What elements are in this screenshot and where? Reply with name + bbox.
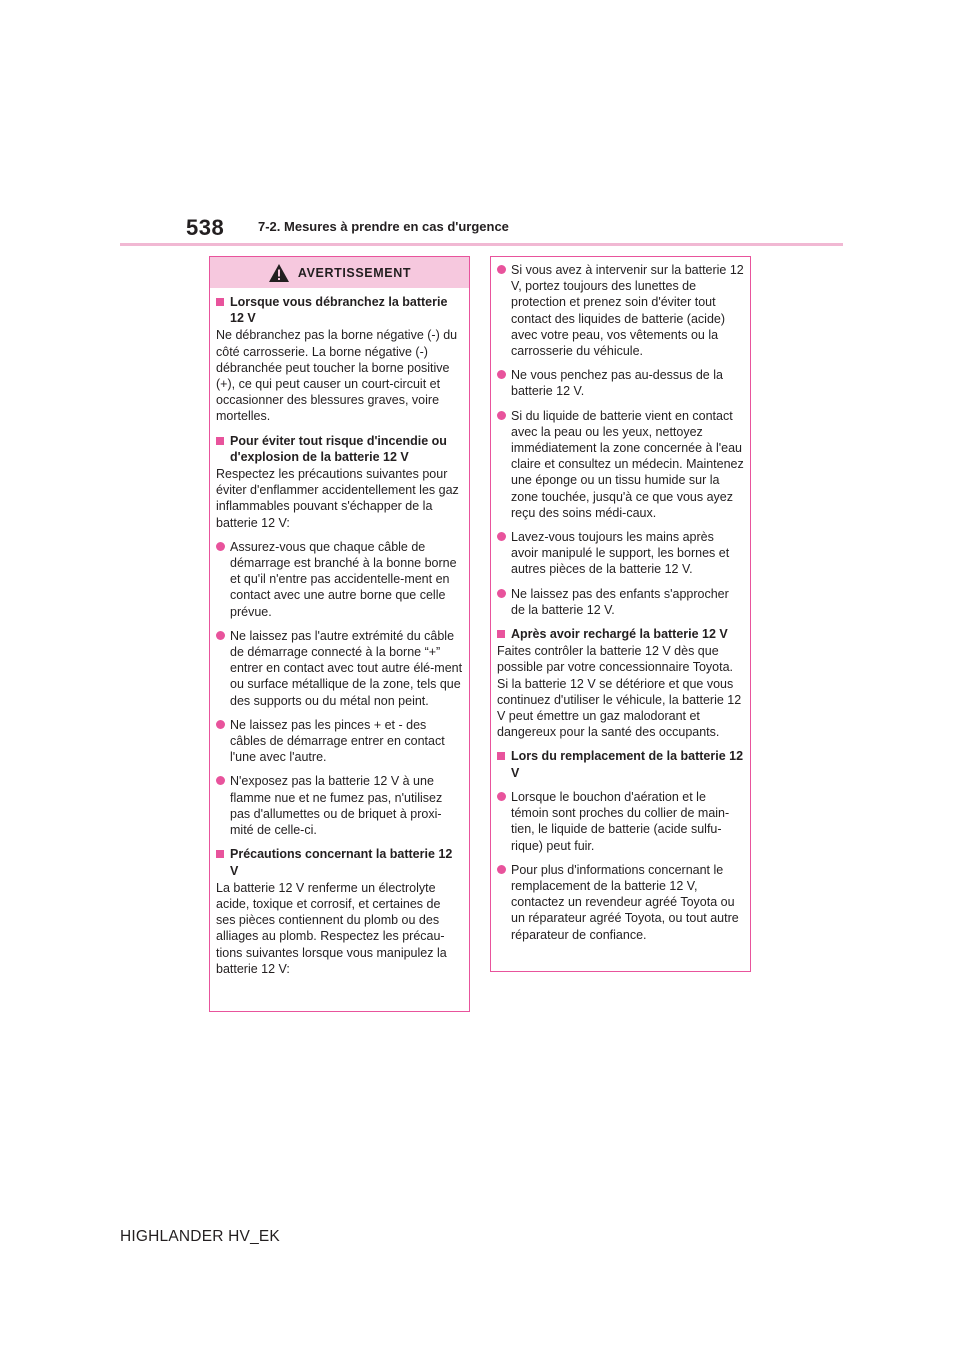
- square-bullet-icon: [497, 752, 505, 760]
- list-item-text: Pour plus d'informations concernant le remplacement de la batterie 12 V, contactez un revendeur agréé Toyota ou un réparateur agréé Toyota, ou tout autre réparateur de confiance.: [511, 862, 739, 942]
- section-title: 7-2. Mesures à prendre en cas d'urgence: [258, 219, 509, 234]
- subheading: [216, 294, 463, 326]
- square-bullet-icon: [216, 437, 224, 445]
- square-bullet-icon: [216, 298, 224, 306]
- paragraph: Faites contrôler la batterie 12 V dès que possible par votre concessionnaire Toyota. Si la batterie 12 V se détériore et que vous continuez d'utiliser le véhicule, la batterie 12 V peut émettre un gaz malodorant et dangereux pour la santé des occupants.: [497, 644, 742, 740]
- page-number: 538: [186, 215, 225, 240]
- circle-bullet-icon: [497, 792, 506, 801]
- paragraph: Respectez les précautions suivantes pour éviter d'enflammer accidentellement les gaz inflammables pouvant s'échapper de la batterie 12 V:: [216, 467, 459, 530]
- list-item-text: Assurez-vous que chaque câble de démarrage est branché à la bonne borne et qu'il n'entre pas accidentelle-ment en contact avec une autre borne que celle prévue.: [230, 539, 457, 619]
- square-bullet-icon: [216, 850, 224, 858]
- list-item: [497, 586, 744, 618]
- paragraph: La batterie 12 V renferme un électrolyte acide, toxique et corrosif, et certaines de ses pièces contiennent du plomb ou des alliages au plomb. Respectez les précau-tions suivantes lorsque vous manipulez la batterie 12 V:: [216, 880, 447, 976]
- list-item: [497, 262, 744, 359]
- subheading-text: Après avoir rechargé la batterie 12 V: [511, 627, 728, 642]
- circle-bullet-icon: [216, 542, 225, 551]
- subheading-text: Lorsque vous débranchez la batterie 12 V: [230, 295, 448, 326]
- circle-bullet-icon: [216, 631, 225, 640]
- list-item: [216, 539, 463, 620]
- list-item-text: Lavez-vous toujours les mains après avoir manipulé le support, les bornes et autres pièces de la batterie 12 V.: [511, 530, 730, 577]
- list-item: [497, 408, 744, 521]
- list-item-text: Si vous avez à intervenir sur la batterie 12 V, portez toujours des lunettes de protection et prenez soin d'éviter tout contact des liquides de batterie (acide) avec votre peau, vos vêtements ou la carrosserie du véhicule.: [511, 263, 744, 359]
- subheading-text: Pour éviter tout risque d'incendie ou d'explosion de la batterie 12 V: [230, 433, 447, 464]
- warning-content-right: [491, 257, 750, 943]
- subheading: [216, 846, 463, 878]
- list-item-text: Ne vous penchez pas au-dessus de la batterie 12 V.: [511, 368, 723, 399]
- list-item: [497, 862, 744, 943]
- circle-bullet-icon: [216, 776, 225, 785]
- subheading: [497, 748, 744, 780]
- square-bullet-icon: [497, 630, 505, 638]
- list-item: [216, 628, 463, 709]
- circle-bullet-icon: [497, 265, 506, 274]
- list-item: [497, 789, 744, 854]
- list-item: [216, 717, 463, 766]
- warning-box-left: [209, 256, 470, 1012]
- warning-header: [210, 257, 469, 288]
- list-item: [497, 367, 744, 399]
- list-item-text: Ne laissez pas des enfants s'approcher de la batterie 12 V.: [511, 586, 729, 617]
- list-item-text: Ne laissez pas les pinces + et - des câbles de démarrage entrer en contact l'une avec l'autre.: [230, 717, 445, 765]
- warning-box-right: [490, 256, 751, 972]
- circle-bullet-icon: [497, 865, 506, 874]
- header-rule: [120, 243, 843, 246]
- warning-label: AVERTISSEMENT: [297, 265, 412, 280]
- subheading-text: Lors du remplacement de la batterie 12 V: [511, 749, 744, 780]
- list-item: [497, 529, 744, 578]
- list-item-text: Si du liquide de batterie vient en contact avec la peau ou les yeux, nettoyez immédiatement la zone concernée à l'eau claire et consultez un médecin. Maintenez une éponge ou un tissu humide sur la zone touchée, jusqu'à ce que vous ayez reçu des soins médi-caux.: [511, 408, 744, 520]
- list-item-text: Lorsque le bouchon d'aération et le témoin sont proches du collier de main-tien, le liquide de batterie (acide sulfu-rique) peut fuir.: [511, 789, 730, 853]
- warning-content-left: [210, 294, 469, 977]
- warning-triangle-icon: [268, 263, 290, 283]
- circle-bullet-icon: [497, 411, 506, 420]
- footer-model: HIGHLANDER HV_EK: [120, 1228, 280, 1245]
- circle-bullet-icon: [497, 589, 506, 598]
- circle-bullet-icon: [497, 370, 506, 379]
- subheading: [216, 433, 463, 465]
- subheading: [497, 626, 744, 642]
- list-item: [216, 773, 463, 838]
- list-item-text: Ne laissez pas l'autre extrémité du câble de démarrage connecté à la borne “+” entrer en contact avec tout autre élé-ment ou surface métallique de la zone, tels que des supports ou du métal non peint.: [230, 628, 463, 708]
- circle-bullet-icon: [497, 532, 506, 541]
- subheading-text: Précautions concernant la batterie 12 V: [230, 847, 453, 878]
- paragraph: Ne débranchez pas la borne négative (-) du côté carrosserie. La borne négative (-) débranchée peut toucher la borne positive (+), ce qui peut causer un court-circuit et occasionner des blessures graves, voire mortelles.: [216, 328, 458, 424]
- circle-bullet-icon: [216, 720, 225, 729]
- list-item-text: N'exposez pas la batterie 12 V à une flamme nue et ne fumez pas, n'utilisez pas d'allumettes ou de briquet à proxi-mité de celle-ci.: [230, 774, 443, 838]
